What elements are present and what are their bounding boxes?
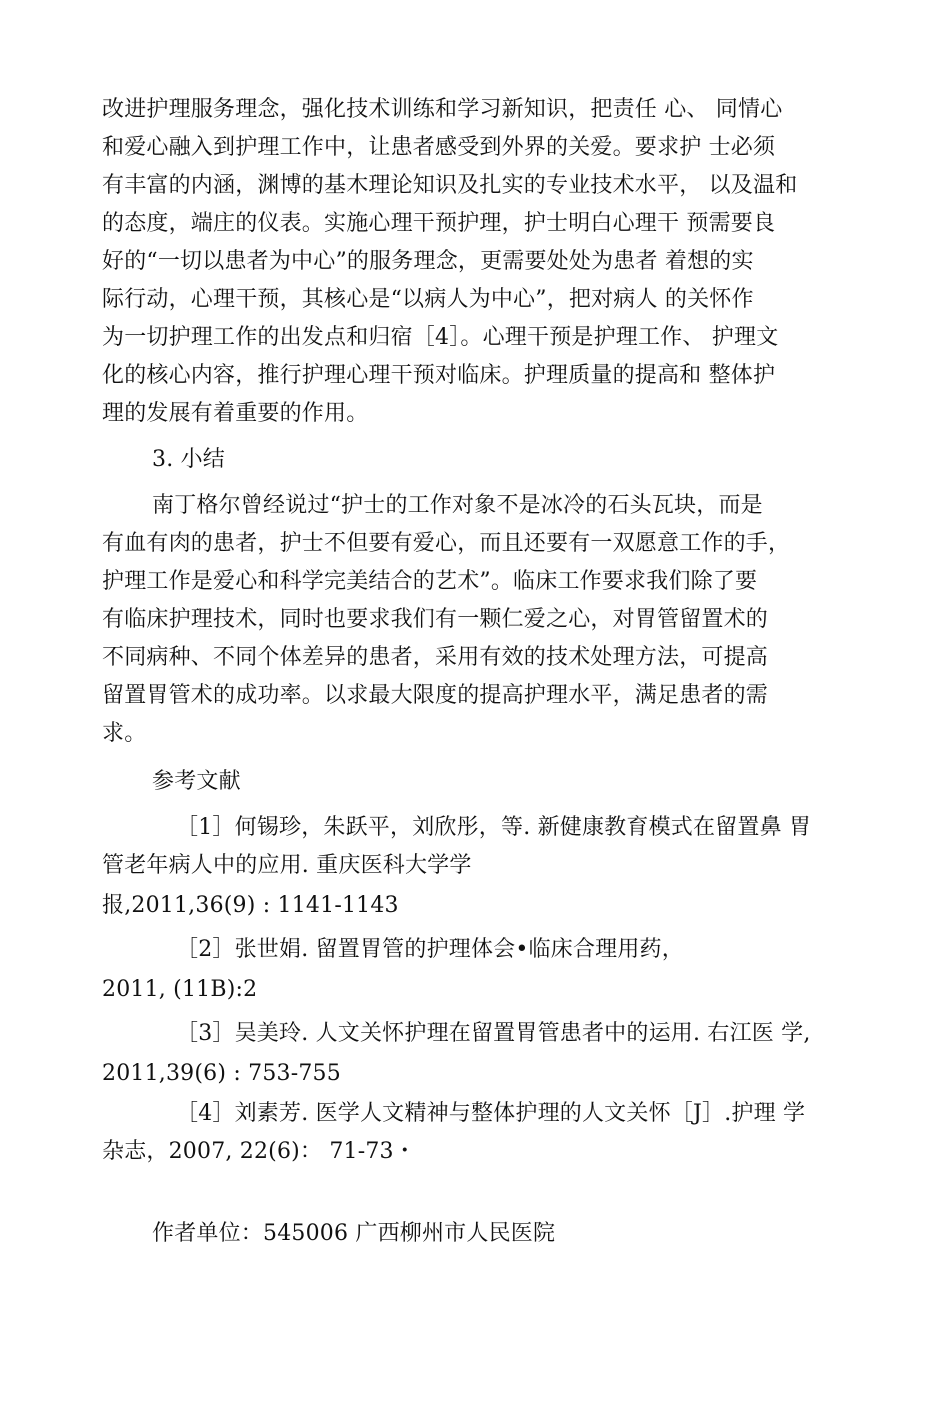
text-line: 南丁格尔曾经说过“护士的工作对象不是冰冷的石头瓦块，而是 <box>152 493 763 518</box>
reference-line: 2011, (11B):2 <box>102 977 258 1002</box>
text-line: 有血有肉的患者，护士不但要有爱心，而且还要有一双愿意工作的手， <box>102 531 791 556</box>
text-line: 有丰富的内涵，渊博的基木理论知识及扎实的专业技术水平， 以及温和 <box>102 173 798 198</box>
text-line: 理的发展有着重要的作用。 <box>102 401 369 426</box>
text-line: 好的“一切以患者为中心”的服务理念，更需要处处为患者 着想的实 <box>102 249 754 274</box>
text-line: 不同病种、不同个体差异的患者，采用有效的技术处理方法，可提高 <box>102 645 769 670</box>
text-line: 和爱心融入到护理工作中，让患者感受到外界的关爱。要求护 士必须 <box>102 135 776 160</box>
reference-line: ［4］刘素芳. 医学人文精神与整体护理的人文关怀［J］.护理 学 <box>176 1101 806 1126</box>
reference-line: ［3］吴美玲. 人文关怀护理在留置胃管患者中的运用. 右江医 学, <box>176 1021 811 1046</box>
reference-line: 杂志，2007, 22(6)： 71-73・ <box>102 1139 416 1164</box>
reference-line: 管老年病人中的应用. 重庆医科大学学 <box>102 853 472 878</box>
reference-line: 2011,39(6) : 753-755 <box>102 1061 341 1086</box>
text-line: 求。 <box>102 721 147 746</box>
reference-line: ［1］何锡珍，朱跃平，刘欣彤，等. 新健康教育模式在留置鼻 胃 <box>176 815 812 840</box>
text-line: 护理工作是爱心和科学完美结合的艺术”。临床工作要求我们除了要 <box>102 569 758 594</box>
text-line: 改进护理服务理念，强化技术训练和学习新知识，把责任 心、 同情心 <box>102 97 783 122</box>
section-heading: 3. 小结 <box>152 447 225 472</box>
text-line: 际行动，心理干预，其核心是“以病人为中心”，把对病人 的关怀作 <box>102 287 754 312</box>
text-line: 留置胃管术的成功率。以求最大限度的提高护理水平，满足患者的需 <box>102 683 769 708</box>
text-line: 化的核心内容，推行护理心理干预对临床。护理质量的提高和 整体护 <box>102 363 776 388</box>
text-line: 的态度，端庄的仪表。实施心理干预护理，护士明白心理干 预需要良 <box>102 211 776 236</box>
text-line: 为一切护理工作的出发点和归宿［4］。心理干预是护理工作、 护理文 <box>102 325 779 350</box>
references-heading: 参考文献 <box>152 769 241 794</box>
reference-line: ［2］张世娟. 留置胃管的护理体会•临床合理用药， <box>176 937 684 962</box>
reference-line: 报,2011,36(9) : 1141-1143 <box>102 893 399 918</box>
text-line: 有临床护理技术，同时也要求我们有一颗仁爱之心，对胃管留置术的 <box>102 607 769 632</box>
author-affiliation: 作者单位：545006 广西柳州市人民医院 <box>152 1221 556 1246</box>
